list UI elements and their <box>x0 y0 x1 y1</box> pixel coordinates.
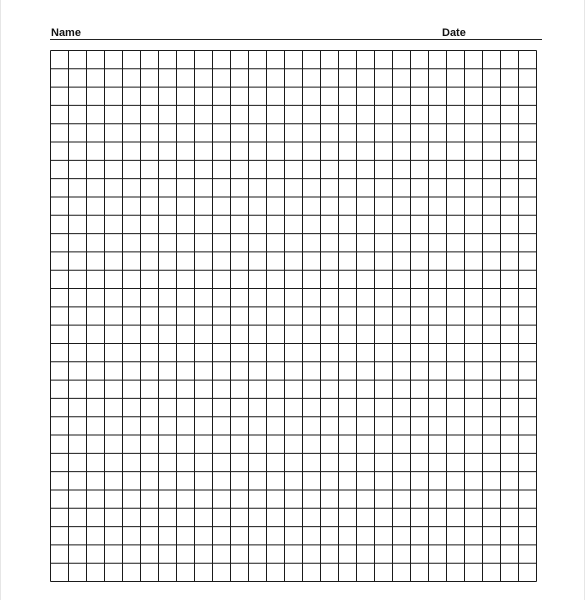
grid <box>1 0 585 600</box>
name-label: Name <box>51 27 81 39</box>
date-label: Date <box>442 27 466 39</box>
grid-lines <box>51 51 537 582</box>
